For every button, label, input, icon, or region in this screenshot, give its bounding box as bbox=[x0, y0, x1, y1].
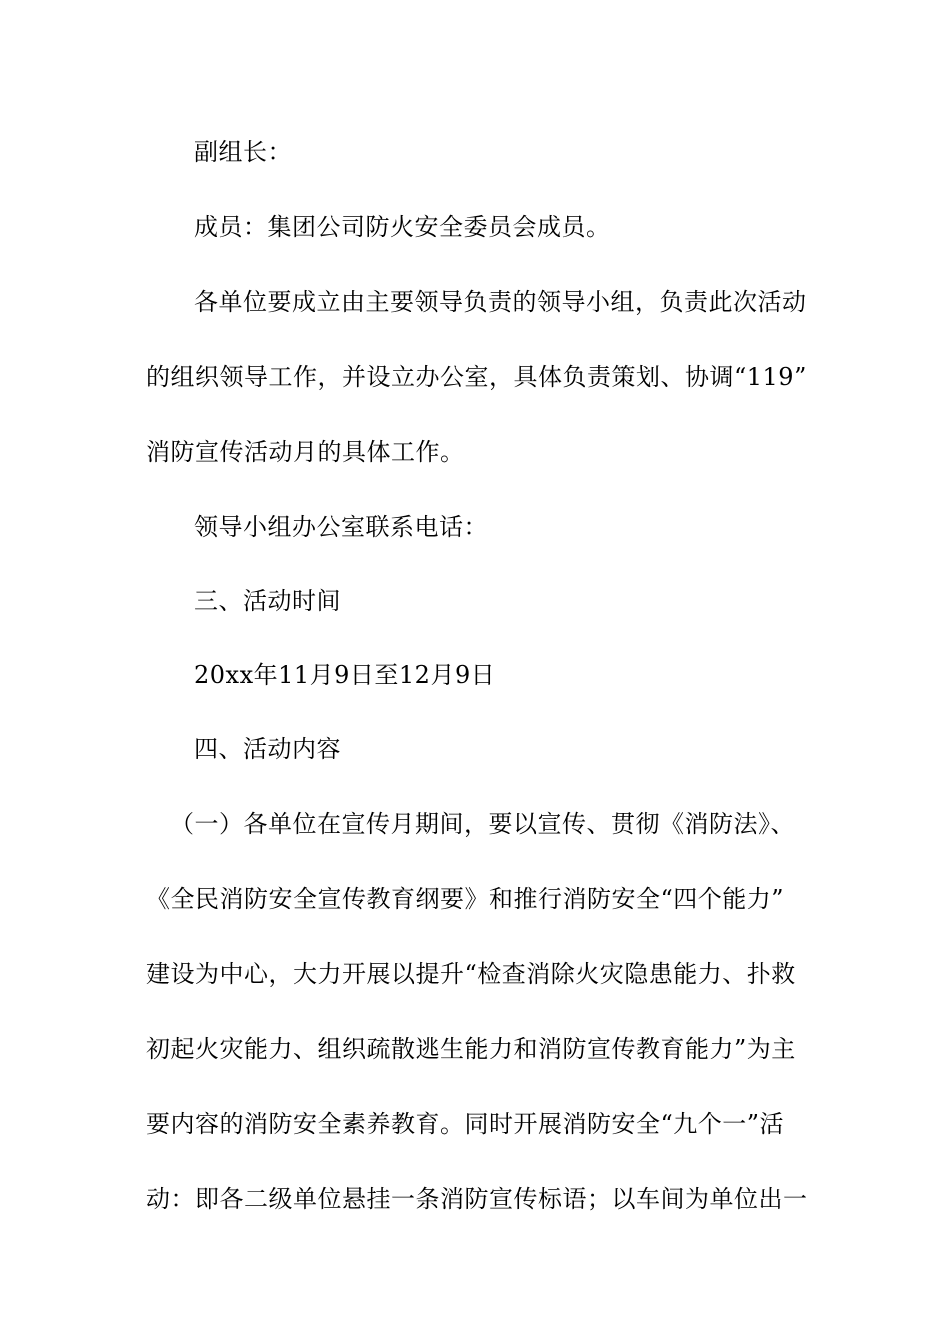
section-heading-time: 三、活动时间 bbox=[194, 587, 341, 615]
members-line: 成员：集团公司防火安全委员会成员。 bbox=[194, 213, 611, 241]
paragraph-line: 的组织领导工作，并设立办公室，具体负责策划、协调“119” bbox=[146, 363, 807, 391]
paragraph-line: 初起火灾能力、组织疏散逃生能力和消防宣传教育能力”为主 bbox=[146, 1035, 796, 1063]
paragraph-line: 要内容的消防安全素养教育。同时开展消防安全“九个一”活 bbox=[146, 1110, 785, 1138]
paragraph-line: 《全民消防安全宣传教育纲要》和推行消防安全“四个能力” bbox=[146, 885, 785, 913]
deputy-leader-line: 副组长： bbox=[194, 138, 292, 166]
paragraph-line: 消防宣传活动月的具体工作。 bbox=[146, 438, 465, 466]
contact-phone-line: 领导小组办公室联系电话： bbox=[194, 513, 488, 541]
paragraph-line: 各单位要成立由主要领导负责的领导小组，负责此次活动 bbox=[194, 288, 807, 316]
paragraph-line: 建设为中心，大力开展以提升“检查消除火灾隐患能力、扑救 bbox=[146, 960, 796, 988]
paragraph-line: （一）各单位在宣传月期间，要以宣传、贯彻《消防法》、 bbox=[170, 810, 795, 838]
section-heading-content: 四、活动内容 bbox=[194, 735, 341, 763]
activity-date-range: 20xx年11月9日至12月9日 bbox=[194, 661, 496, 689]
paragraph-line: 动：即各二级单位悬挂一条消防宣传标语；以车间为单位出一 bbox=[146, 1185, 808, 1213]
